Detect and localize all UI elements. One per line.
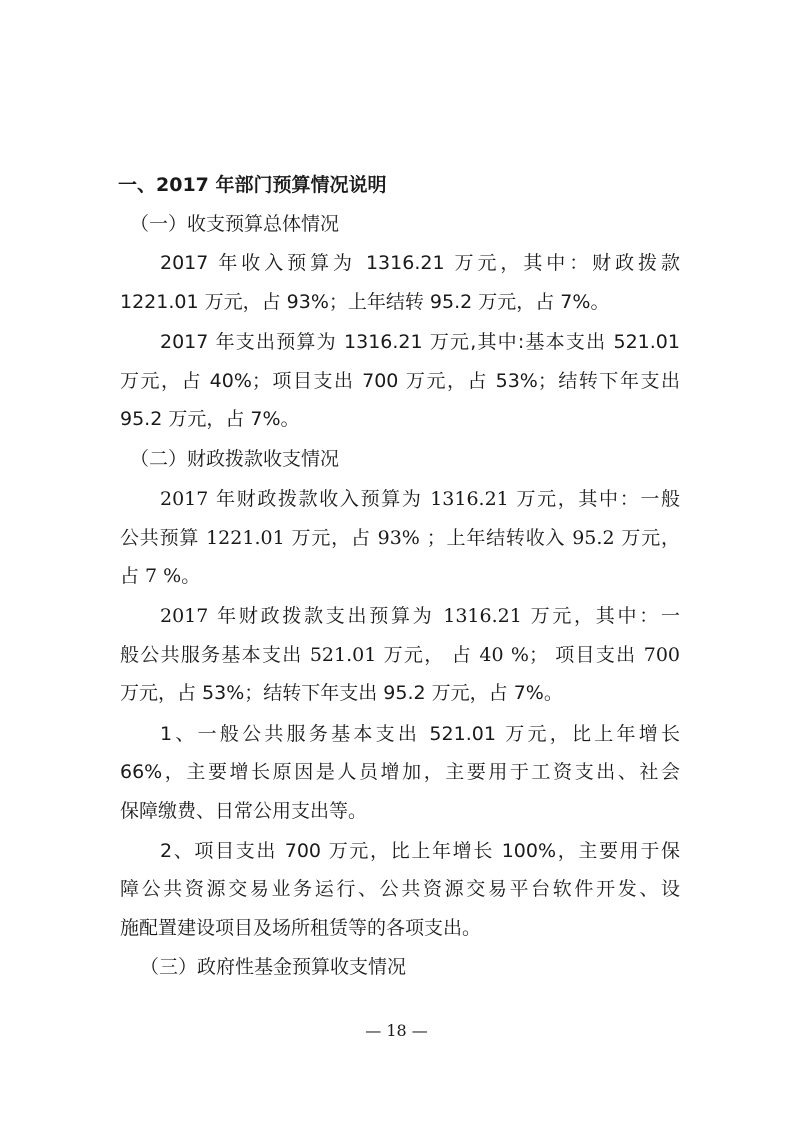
paragraph-line: 2017 年财政拨款收入预算为 1316.21 万元，其中：一般: [160, 488, 680, 510]
paragraph-line: 2017 年财政拨款支出预算为 1316.21 万元，其中：一: [160, 605, 680, 627]
paragraph-line: 95.2 万元，占 7%。: [120, 408, 300, 430]
paragraph-line: 般公共服务基本支出 521.01 万元， 占 40 %； 项目支出 700: [120, 644, 680, 666]
list-item-line: 保障缴费、日常公用支出等。: [120, 800, 368, 822]
paragraph-line: 公共预算 1221.01 万元，占 93% ；上年结转收入 95.2 万元，: [120, 527, 680, 549]
list-item-line: 障公共资源交易业务运行、公共资源交易平台软件开发、设: [120, 878, 680, 900]
subsection-title-3: （三）政府性基金预算收支情况: [140, 956, 407, 978]
list-item-line: 2、项目支出 700 万元，比上年增长 100%，主要用于保: [160, 840, 680, 862]
page-number: — 18 —: [365, 1021, 428, 1040]
paragraph-line: 万元，占 53%；结转下年支出 95.2 万元，占 7%。: [120, 682, 563, 704]
list-item-line: 施配置建设项目及场所租赁等的各项支出。: [120, 917, 482, 939]
list-item-line: 1、一般公共服务基本支出 521.01 万元，比上年增长: [160, 723, 680, 745]
paragraph-line: 2017 年收入预算为 1316.21 万元，其中：财政拨款: [160, 252, 680, 274]
paragraph-line: 1221.01 万元，占 93%；上年结转 95.2 万元，占 7%。: [120, 291, 610, 313]
section-heading: 一、2017 年部门预算情况说明: [118, 174, 387, 196]
list-item-line: 66%，主要增长原因是人员增加，主要用于工资支出、社会: [120, 761, 680, 783]
subsection-title-1: （一）收支预算总体情况: [130, 213, 340, 235]
paragraph-line: 万元，占 40%；项目支出 700 万元，占 53%；结转下年支出: [120, 370, 680, 392]
subsection-title-2: （二）财政拨款收支情况: [130, 448, 340, 470]
paragraph-line: 2017 年支出预算为 1316.21 万元,其中:基本支出 521.01: [160, 331, 680, 353]
paragraph-line: 占 7 %。: [120, 565, 201, 587]
